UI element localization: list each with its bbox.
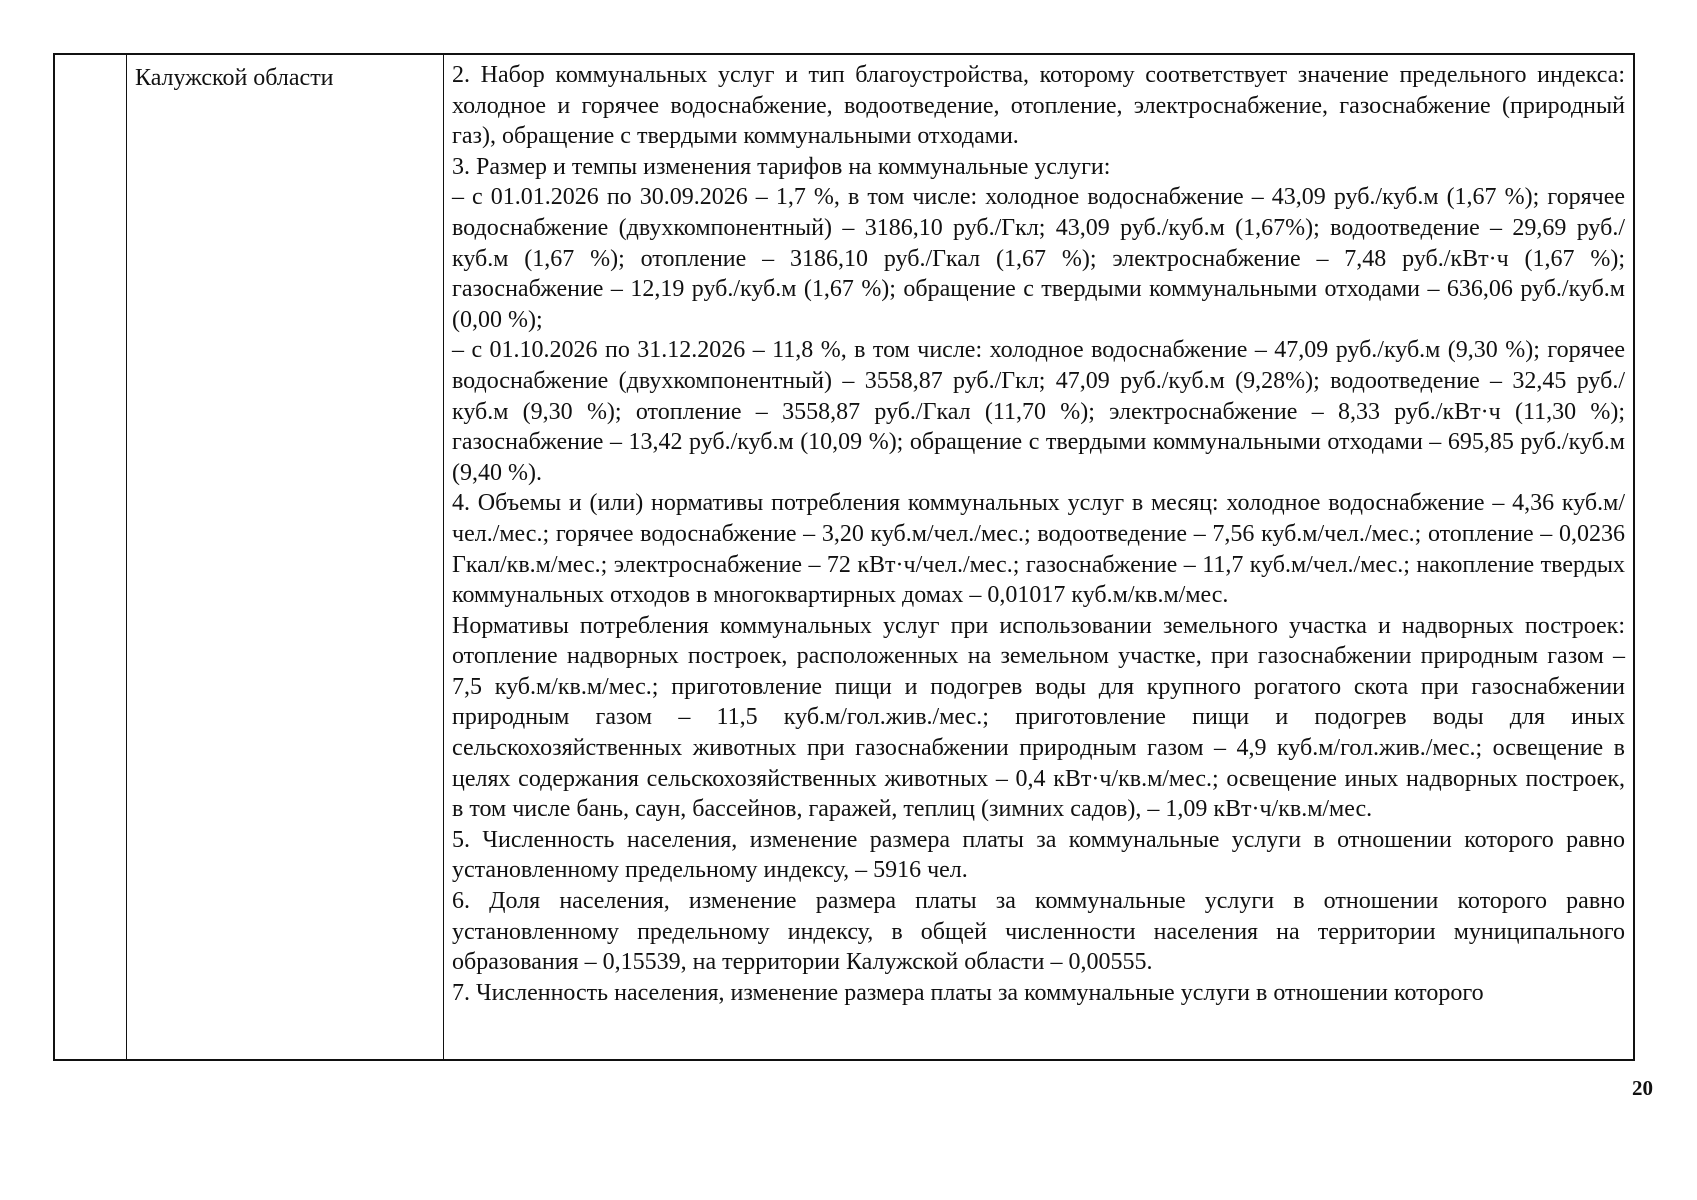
paragraph-item-5: 5. Численность населения, изменение размера платы за коммунальные услуги в отношении которого равно установленному предельному индексу, – 5916 чел. — [452, 826, 1625, 884]
paragraph-item-4: 4. Объемы и (или) нормативы потребления коммунальных услуг в месяц: холодное водоснабжение – 4,36 куб.м/чел./мес.; горячее водоснабжение – 3,20 куб.м/чел./мес.; водоотведение – 7,56 куб.м/чел./мес.; отопление – 0,0236 Гкал/кв.м/мес.; электроснабжение – 72 кВт·ч/чел./мес.; газоснабжение – 11,7 куб.м/чел./мес.; накопление твердых коммунальных отходов в многоквартирных домах – 0,01017 куб.м/кв.м/мес. — [452, 490, 1625, 609]
region-name-cell — [127, 55, 444, 1059]
tariff-period-2: – с 01.10.2026 по 31.12.2026 – 11,8 %, в том числе: холодное водоснабжение – 47,09 руб./куб.м (9,30 %); горячее водоснабжение (двухкомпонентный) – 3558,87 руб./Гкл; 47,09 руб./куб.м (9,28%); водоотведение – 32,45 руб./куб.м (9,30 %); отопление – 3558,87 руб./Гкал (11,70 %); электроснабжение – 8,33 руб./кВт·ч (11,30 %); газоснабжение – 13,42 руб./куб.м (10,09 %); обращение с твердыми коммунальными отходами – 695,85 руб./куб.м (9,40 %). — [452, 337, 1625, 486]
row-number-cell — [55, 55, 127, 1059]
document-table — [53, 53, 1635, 1061]
land-plot-norms: Нормативы потребления коммунальных услуг при использовании земельного участка и надворных построек: отопление надворных построек, расположенных на земельном участке, при газоснабжении природным газом – 7,5 куб.м/кв.м/мес.; приготовление пищи и подогрев воды для крупного рогатого скота при газоснабжении природным газом – 11,5 куб.м/гол.жив./мес.; приготовление пищи и подогрев воды для иных сельскохозяйственных животных при газоснабжении природным газом – 4,9 куб.м/гол.жив./мес.; освещение в целях содержания сельскохозяйственных животных – 0,4 кВт·ч/кв.м/мес.; освещение иных надворных построек, в том числе бань, саун, бассейнов, гаражей, теплиц (зимних садов), – 1,09 кВт·ч/кв.м/мес. — [452, 612, 1625, 823]
paragraph-item-7: 7. Численность населения, изменение размера платы за коммунальные услуги в отношении которого — [452, 979, 1484, 1006]
paragraph-item-2: 2. Набор коммунальных услуг и тип благоустройства, которому соответствует значение предельного индекса: холодное и горячее водоснабжение, водоотведение, отопление, электроснабжение, газоснабжение (природный газ), обращение с твердыми коммунальными отходами. — [452, 62, 1625, 150]
tariff-period-1: – с 01.01.2026 по 30.09.2026 – 1,7 %, в том числе: холодное водоснабжение – 43,09 руб./куб.м (1,67 %); горячее водоснабжение (двухкомпонентный) – 3186,10 руб./Гкл; 43,09 руб./куб.м (1,67%); водоотведение – 29,69 руб./куб.м (1,67 %); отопление – 3186,10 руб./Гкал (1,67 %); электроснабжение – 7,48 руб./кВт·ч (1,67 %); газоснабжение – 12,19 руб./куб.м (1,67 %); обращение с твердыми коммунальными отходами – 636,06 руб./куб.м (0,00 %); — [452, 184, 1625, 333]
paragraph-item-3-heading: 3. Размер и темпы изменения тарифов на коммунальные услуги: — [452, 153, 1111, 180]
region-name: Калужской области — [135, 65, 334, 91]
paragraph-item-6: 6. Доля населения, изменение размера платы за коммунальные услуги в отношении которого равно установленному предельному индексу, в общей численности населения на территории муниципального образования – 0,15539, на территории Калужской области – 0,00555. — [452, 888, 1625, 976]
page-number: 20 — [1632, 1076, 1653, 1100]
content-cell — [444, 55, 1633, 1059]
